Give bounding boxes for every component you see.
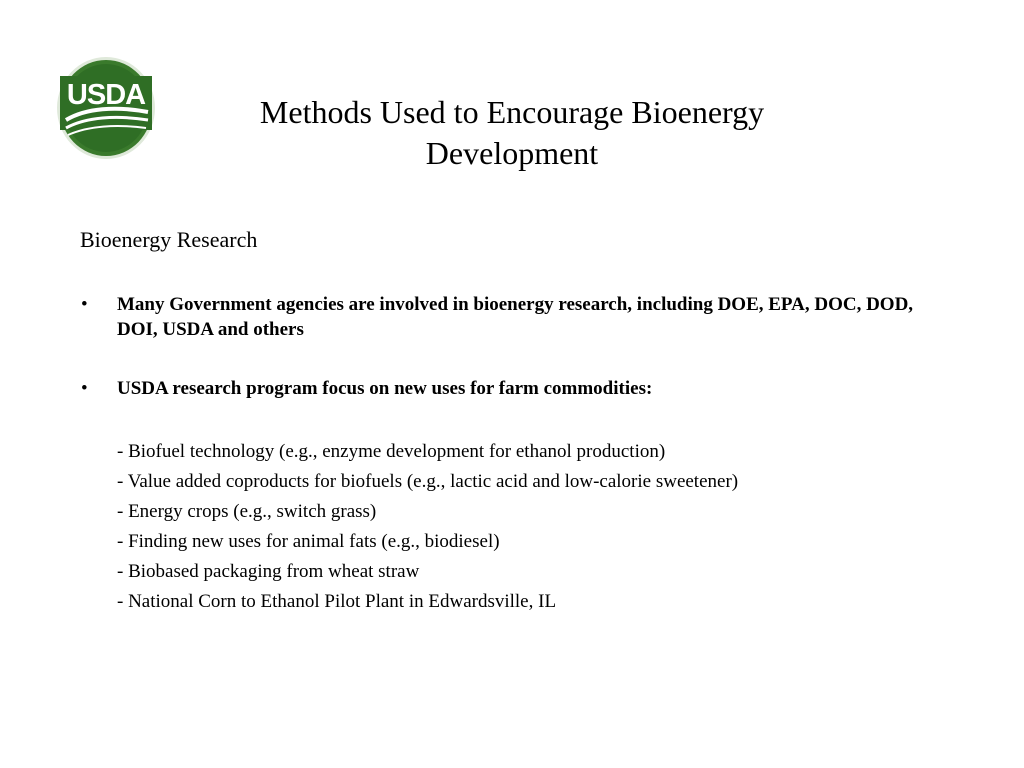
research-topic-item: - Biofuel technology (e.g., enzyme development for ethanol production) — [117, 441, 666, 462]
bullet-marker: • — [81, 378, 88, 399]
logo-wordmark: USDA — [66, 79, 146, 111]
bullet-item-agencies — [80, 292, 950, 342]
bullet-marker: • — [81, 294, 88, 315]
bullet-text: USDA research program focus on new uses for farm commodities: — [117, 378, 653, 399]
bullet-text: Many Government agencies are involved in bioenergy research, including DOE, EPA, DOC, DOD, DOI, USDA and others — [117, 294, 914, 340]
usda-logo — [56, 56, 156, 160]
research-topic-list — [117, 437, 738, 617]
research-topic-item: - Finding new uses for animal fats (e.g., biodiesel) — [117, 531, 500, 552]
title-line-1: Methods Used to Encourage Bioenergy — [259, 94, 765, 130]
research-topic-item: - Value added coproducts for biofuels (e.g., lactic acid and low-calorie sweetener) — [117, 471, 739, 492]
bullet-item-usda-program — [80, 376, 950, 401]
research-topic-item: - National Corn to Ethanol Pilot Plant in Edwardsville, IL — [117, 591, 557, 612]
research-topic-item: - Energy crops (e.g., switch grass) — [117, 501, 377, 522]
bullet-list — [80, 292, 950, 401]
section-heading: Bioenergy Research — [80, 227, 258, 252]
research-topic-item: - Biobased packaging from wheat straw — [117, 561, 420, 582]
usda-logo-icon — [56, 56, 156, 160]
title-line-2: Development — [425, 135, 599, 171]
slide-title — [200, 92, 824, 174]
